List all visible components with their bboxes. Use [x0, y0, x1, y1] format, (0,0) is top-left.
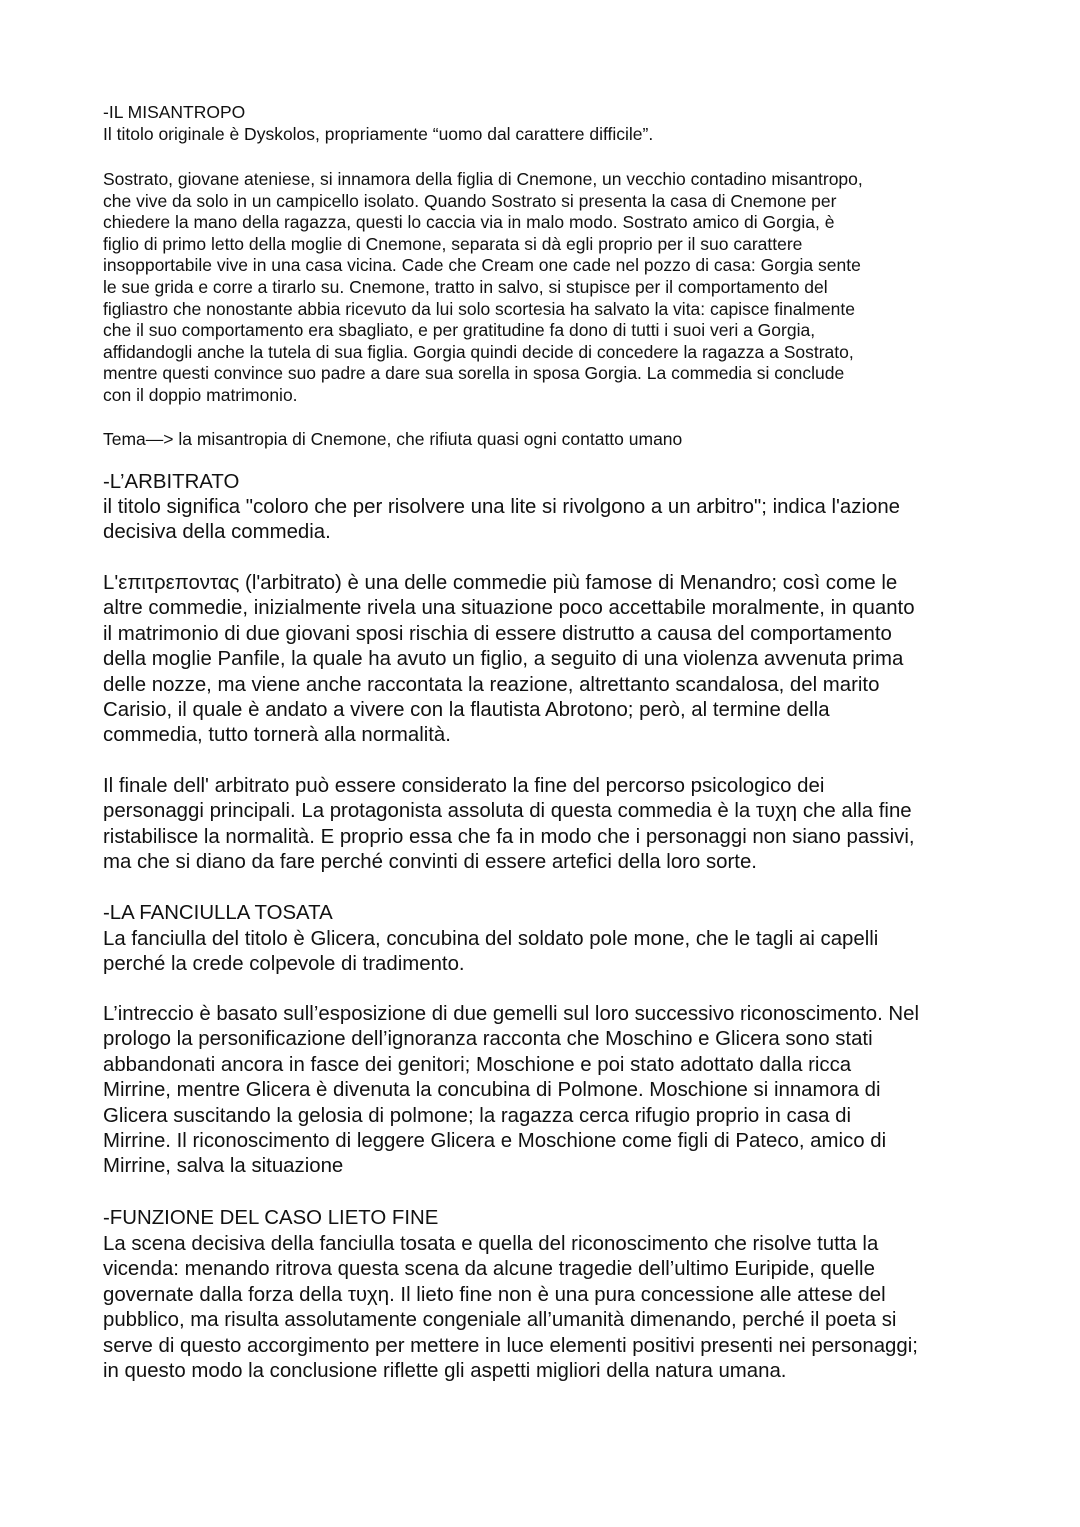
text-line: insopportabile vive in una casa vicina. Cade che Cream one cade nel pozzo di casa: Gorgia sente	[103, 255, 861, 276]
text-line: della moglie Panfile, la quale ha avuto un figlio, a seguito di una violenza avvenuta prima	[103, 648, 904, 671]
paragraph	[103, 429, 1003, 451]
text-line: prologo la personificazione dell’ignoranza racconta che Moschino e Glicera sono stati	[103, 1028, 873, 1051]
text-line: altre commedie, inizialmente rivela una situazione poco accettabile moralmente, in quanto	[103, 597, 915, 620]
text-line: le sue grida e corre a tirarlo su. Cnemone, tratto in salvo, si stupisce per il comportamento del	[103, 276, 828, 297]
text-line: che vive da solo in un campicello isolato. Quando Sostrato si presenta la casa di Cnemone per	[103, 190, 837, 211]
section-heading: -L’ARBITRATO	[103, 471, 240, 493]
text-line: Glicera suscitando la gelosia di polmone; la ragazza cerca rifugio proprio in casa di	[103, 1104, 852, 1127]
text-line: commedia, tutto tornerà alla normalità.	[103, 724, 451, 747]
text-line: mentre questi convince suo padre a dare sua sorella in sposa Gorgia. La commedia si conclude	[103, 363, 845, 384]
text-line: La scena decisiva della fanciulla tosata e quella del riconoscimento che risolve tutta la	[103, 1233, 879, 1255]
text-line: La fanciulla del titolo è Glicera, concubina del soldato pole mone, che le tagli ai capelli	[103, 928, 879, 950]
text-line: Mirrine, mentre Glicera è divenuta la concubina di Polmone. Moschione si innamora di	[103, 1079, 881, 1102]
text-line: abbandonati ancora in fasce dei genitori; Moschione e poi stato adottato dalla ricca	[103, 1053, 852, 1076]
text-line: Tema—> la misantropia di Cnemone, che rifiuta quasi ogni contatto umano	[103, 429, 683, 449]
text-line: personaggi principali. La protagonista assoluta di questa commedia è la τυχη che alla fine	[103, 800, 912, 823]
text-line: L'επιτρεποντας (l'arbitrato) è una delle commedie più famose di Menandro; così come le	[103, 572, 898, 594]
text-line: decisiva della commedia.	[103, 521, 331, 544]
text-line: ma che si diano da fare perché convinti di essere artefici della loro sorte.	[103, 851, 757, 874]
text-line: governate dalla forza della τυχη. Il lieto fine non è una pura concessione alle attese del	[103, 1283, 886, 1306]
section-subtitle	[103, 1232, 1003, 1384]
paragraph	[103, 169, 1003, 407]
text-line: serve di questo accorgimento per mettere in luce elementi positivi presenti nei personaggi;	[103, 1334, 918, 1357]
text-line: il matrimonio di due giovani sposi rischia di essere distrutto a causa del comportamento	[103, 622, 892, 645]
text-line: perché la crede colpevole di tradimento.	[103, 953, 465, 976]
section-heading: -FUNZIONE DEL CASO LIETO FINE	[103, 1207, 439, 1229]
text-line: figlio di primo letto della moglie di Cnemone, separata si dà egli proprio per il suo carattere	[103, 233, 803, 254]
section-heading: -IL MISANTROPO	[103, 102, 246, 122]
text-line: il titolo significa "coloro che per risolvere una lite si rivolgono a un arbitro"; indica l'azione	[103, 496, 901, 518]
text-line: Carisio, il quale è andato a vivere con la flautista Abrotono; però, al termine della	[103, 699, 830, 722]
paragraph	[103, 774, 1003, 876]
text-line: vicenda: menando ritrova questa scena da alcune tragedie dell’ultimo Euripide, quelle	[103, 1258, 875, 1281]
text-line: Mirrine. Il riconoscimento di leggere Glicera e Moschione come figli di Pateco, amico di	[103, 1130, 887, 1153]
text-line: che il suo comportamento era sbagliato, e per gratitudine fa dono di tutti i suoi veri a Gorgia,	[103, 320, 816, 341]
section-subtitle	[103, 124, 1003, 146]
text-line: in questo modo la conclusione riflette gli aspetti migliori della natura umana.	[103, 1360, 787, 1383]
paragraph	[103, 571, 1003, 749]
text-line: Il titolo originale è Dyskolos, propriamente “uomo dal carattere difficile”.	[103, 124, 654, 144]
section-subtitle	[103, 495, 1003, 546]
section-heading: -LA FANCIULLA TOSATA	[103, 902, 333, 924]
text-line: ristabilisce la normalità. E proprio essa che fa in modo che i personaggi non siano passivi,	[103, 825, 915, 848]
text-line: delle nozze, ma viene anche raccontata la reazione, altrettanto scandalosa, del marito	[103, 673, 880, 696]
text-line: Il finale dell' arbitrato può essere considerato la fine del percorso psicologico dei	[103, 775, 825, 797]
text-line: Sostrato, giovane ateniese, si innamora della figlia di Cnemone, un vecchio contadino misantropo,	[103, 169, 863, 189]
text-line: L’intreccio è basato sull’esposizione di due gemelli sul loro successivo riconoscimento. Nel	[103, 1003, 920, 1025]
text-line: pubblico, ma risulta assolutamente congeniale all’umanità dimenando, perché il poeta si	[103, 1309, 897, 1332]
paragraph	[103, 1002, 1003, 1180]
text-line: Mirrine, salva la situazione	[103, 1155, 344, 1178]
text-line: affidandogli anche la tutela di sua figlia. Gorgia quindi decide di concedere la ragazza a Sostrato,	[103, 341, 854, 362]
section-subtitle	[103, 927, 1003, 978]
text-line: con il doppio matrimonio.	[103, 384, 298, 405]
text-line: figliastro che nonostante abbia ricevuto da lui solo scortesia ha salvato la vita: capisce finalmente	[103, 298, 855, 319]
text-line: chiedere la mano della ragazza, questi lo caccia via in malo modo. Sostrato amico di Gorgia, è	[103, 212, 835, 233]
